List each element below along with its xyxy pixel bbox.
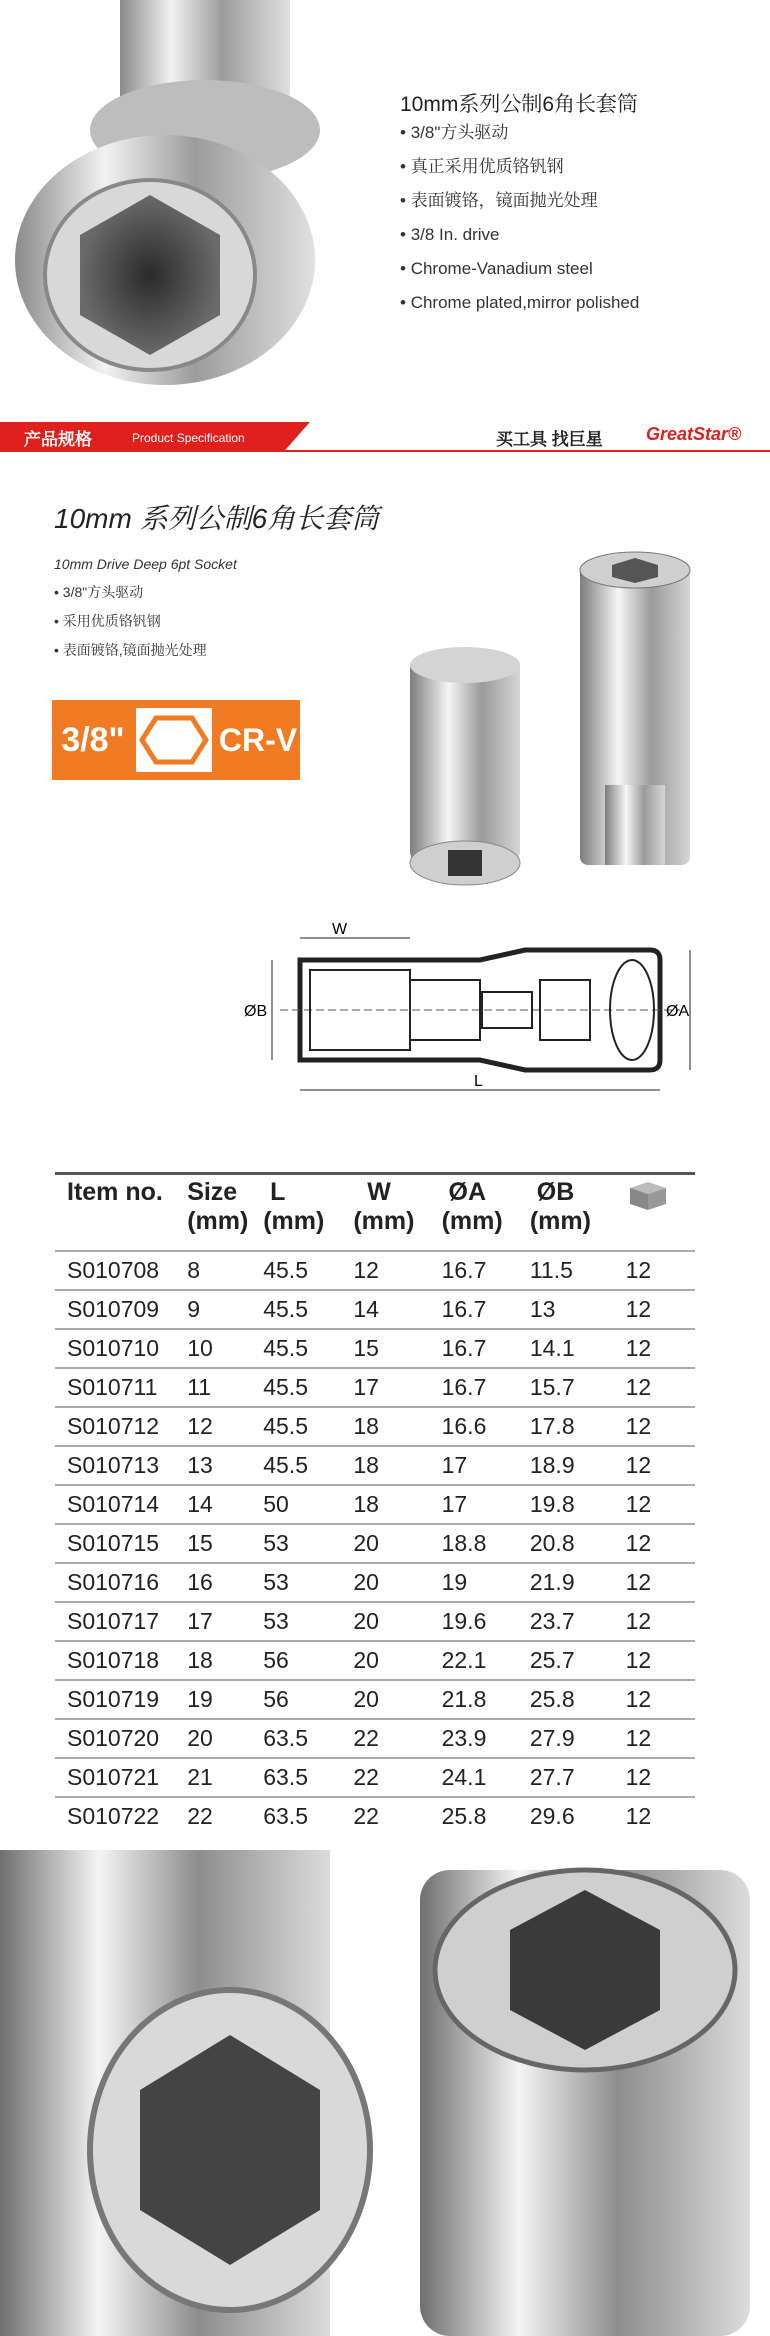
table-row: [55, 1446, 695, 1485]
cell-a: 24.1: [441, 1764, 487, 1790]
cell-l: 45.5: [263, 1296, 308, 1322]
header-item-no: Item no.: [67, 1178, 163, 1206]
table-row: [55, 1485, 695, 1524]
cell-item-no: S010711: [67, 1374, 158, 1400]
cell-a: 16.7: [441, 1257, 487, 1283]
cell-item-no: S010716: [67, 1569, 160, 1595]
cell-size: 11: [187, 1374, 212, 1400]
header-a: ØA (mm): [441, 1178, 503, 1235]
label-b: ØB: [244, 1003, 268, 1020]
table-row: [55, 1719, 695, 1758]
cell-l: 53: [263, 1569, 289, 1595]
banner-slogan: 买工具 找巨星: [496, 430, 603, 449]
cell-pack: 12: [625, 1413, 652, 1439]
table-header-row: [55, 1178, 695, 1251]
cell-item-no: S010715: [67, 1530, 160, 1556]
hero-feature-list: [400, 122, 639, 326]
cell-size: 22: [187, 1803, 213, 1829]
cell-pack: 12: [625, 1452, 652, 1478]
cell-pack: 12: [625, 1530, 652, 1556]
cell-pack: 12: [625, 1491, 652, 1517]
cell-l: 45.5: [263, 1335, 308, 1361]
spec-feature: • 3/8"方头驱动: [54, 583, 207, 612]
cell-size: 10: [187, 1335, 213, 1361]
cell-pack: 12: [625, 1764, 652, 1790]
spec-title: 10mm 系列公制6角长套筒: [54, 503, 380, 534]
material-badge: CR-V: [218, 722, 298, 758]
cell-item-no: S010719: [67, 1686, 160, 1712]
cell-l: 53: [263, 1608, 289, 1634]
cell-size: 19: [187, 1686, 213, 1712]
cell-l: 50: [263, 1491, 289, 1517]
header-l: L (mm): [263, 1178, 325, 1235]
cell-pack: 12: [625, 1374, 652, 1400]
cell-item-no: S010718: [67, 1647, 160, 1673]
socket-end-photo: [0, 0, 380, 395]
cell-l: 45.5: [263, 1413, 308, 1439]
cell-b: 21.9: [529, 1569, 575, 1595]
hexagon-badge: [136, 708, 212, 772]
banner-divider: [0, 450, 770, 452]
hexagon-icon: [136, 708, 212, 772]
cell-item-no: S010714: [67, 1491, 160, 1517]
cell-l: 63.5: [263, 1764, 308, 1790]
cell-item-no: S010717: [67, 1608, 160, 1634]
cell-w: 18: [353, 1413, 379, 1439]
cell-w: 20: [353, 1530, 379, 1556]
cell-pack: 12: [625, 1296, 652, 1322]
hero-feature: • 3/8"方头驱动: [400, 122, 639, 156]
detail-photos: [0, 1850, 770, 2336]
label-a: ØA: [666, 1003, 690, 1020]
cell-item-no: S010720: [67, 1725, 160, 1751]
cell-b: 19.8: [529, 1491, 575, 1517]
header-size: Size (mm): [187, 1178, 249, 1235]
cell-b: 18.9: [529, 1452, 575, 1478]
cell-a: 17: [441, 1452, 468, 1478]
cell-b: 15.7: [529, 1374, 575, 1400]
cell-l: 56: [263, 1686, 289, 1712]
cell-size: 13: [187, 1452, 213, 1478]
cell-a: 16.7: [441, 1335, 487, 1361]
cell-a: 16.7: [441, 1374, 487, 1400]
brand-logo: GreatStar®: [646, 424, 742, 444]
cell-pack: 12: [625, 1569, 652, 1595]
cell-a: 16.6: [441, 1413, 487, 1439]
hero-feature: • 3/8 In. drive: [400, 224, 639, 258]
cell-item-no: S010709: [67, 1296, 160, 1322]
cell-w: 17: [353, 1374, 379, 1400]
hero-title: 10mm系列公制6角长套筒: [400, 93, 639, 116]
cell-a: 22.1: [441, 1647, 487, 1673]
cell-pack: 12: [625, 1335, 652, 1361]
cell-w: 18: [353, 1452, 379, 1478]
table-row: [55, 1758, 695, 1797]
cell-item-no: S010712: [67, 1413, 160, 1439]
cell-item-no: S010713: [67, 1452, 160, 1478]
cell-l: 45.5: [263, 1452, 308, 1478]
table-row: [55, 1563, 695, 1602]
table-top-rule: [55, 1172, 695, 1175]
drive-size-badge: 3/8": [61, 721, 125, 759]
cell-a: 21.8: [441, 1686, 487, 1712]
cell-size: 12: [187, 1413, 213, 1439]
banner-title-cn: 产品规格: [24, 430, 92, 449]
cell-size: 16: [187, 1569, 213, 1595]
table-row: [55, 1602, 695, 1641]
label-l: L: [474, 1073, 483, 1090]
cell-a: 23.9: [441, 1725, 487, 1751]
cell-w: 22: [353, 1725, 379, 1751]
table-row: [55, 1251, 695, 1290]
cell-pack: 12: [625, 1686, 652, 1712]
box-icon: [626, 1178, 670, 1212]
cell-pack: 12: [625, 1803, 652, 1829]
cell-pack: 12: [625, 1608, 652, 1634]
cell-item-no: S010710: [67, 1335, 160, 1361]
hero-section: [0, 0, 770, 395]
table-row: [55, 1641, 695, 1680]
cell-a: 17: [441, 1491, 468, 1517]
cell-b: 25.7: [529, 1647, 575, 1673]
cell-l: 63.5: [263, 1803, 308, 1829]
cell-w: 12: [353, 1257, 379, 1283]
cell-size: 21: [187, 1764, 213, 1790]
table-row: [55, 1290, 695, 1329]
table-row: [55, 1368, 695, 1407]
cell-w: 22: [353, 1803, 379, 1829]
cell-size: 20: [187, 1725, 213, 1751]
cell-w: 14: [353, 1296, 379, 1322]
cell-a: 19: [441, 1569, 468, 1595]
dimension-diagram: [244, 920, 690, 1100]
cell-b: 17.8: [529, 1413, 575, 1439]
hero-feature: • 表面镀铬，镜面抛光处理: [400, 190, 639, 224]
spec-table: [55, 1178, 695, 1835]
cell-b: 14.1: [529, 1335, 575, 1361]
cell-l: 56: [263, 1647, 289, 1673]
cell-size: 8: [187, 1257, 200, 1283]
cell-l: 45.5: [263, 1374, 308, 1400]
cell-l: 53: [263, 1530, 289, 1556]
cell-size: 9: [187, 1296, 200, 1322]
table-row: [55, 1329, 695, 1368]
cell-b: 27.7: [529, 1764, 575, 1790]
spec-feature: • 表面镀铬,镜面抛光处理: [54, 641, 207, 670]
cell-w: 22: [353, 1764, 379, 1790]
hero-feature: • Chrome-Vanadium steel: [400, 258, 639, 292]
spec-feature-list: [54, 583, 207, 670]
cell-a: 19.6: [441, 1608, 487, 1634]
header-w: W (mm): [353, 1178, 415, 1235]
cell-b: 29.6: [529, 1803, 575, 1829]
spec-subtitle: 10mm Drive Deep 6pt Socket: [54, 556, 237, 572]
cell-w: 18: [353, 1491, 379, 1517]
cell-a: 16.7: [441, 1296, 487, 1322]
cell-b: 20.8: [529, 1530, 575, 1556]
cell-b: 27.9: [529, 1725, 575, 1751]
cell-w: 20: [353, 1647, 379, 1673]
label-w: W: [332, 921, 348, 938]
cell-pack: 12: [625, 1647, 652, 1673]
table-row: [55, 1680, 695, 1719]
header-pack: [626, 1178, 695, 1251]
cell-item-no: S010708: [67, 1257, 160, 1283]
socket-pair-photo: [390, 545, 720, 905]
hero-feature: • 真正采用优质铬钒钢: [400, 156, 639, 190]
cell-item-no: S010722: [67, 1803, 160, 1829]
table-row: [55, 1797, 695, 1835]
cell-b: 13: [529, 1296, 556, 1322]
cell-size: 17: [187, 1608, 213, 1634]
cell-pack: 12: [625, 1725, 652, 1751]
cell-a: 25.8: [441, 1803, 487, 1829]
spec-feature: • 采用优质铬钒钢: [54, 612, 207, 641]
cell-w: 20: [353, 1608, 379, 1634]
cell-size: 18: [187, 1647, 213, 1673]
banner-title-en: Product Specification: [132, 431, 245, 445]
cell-b: 11.5: [529, 1257, 573, 1283]
hero-feature: • Chrome plated,mirror polished: [400, 292, 639, 326]
cell-pack: 12: [625, 1257, 652, 1283]
cell-l: 63.5: [263, 1725, 308, 1751]
cell-size: 15: [187, 1530, 213, 1556]
header-b: ØB (mm): [529, 1178, 591, 1235]
table-row: [55, 1524, 695, 1563]
cell-b: 23.7: [529, 1608, 575, 1634]
cell-w: 20: [353, 1569, 379, 1595]
cell-item-no: S010721: [67, 1764, 160, 1790]
cell-w: 15: [353, 1335, 379, 1361]
cell-b: 25.8: [529, 1686, 575, 1712]
table-row: [55, 1407, 695, 1446]
cell-w: 20: [353, 1686, 379, 1712]
cell-a: 18.8: [441, 1530, 487, 1556]
cell-size: 14: [187, 1491, 213, 1517]
cell-l: 45.5: [263, 1257, 308, 1283]
